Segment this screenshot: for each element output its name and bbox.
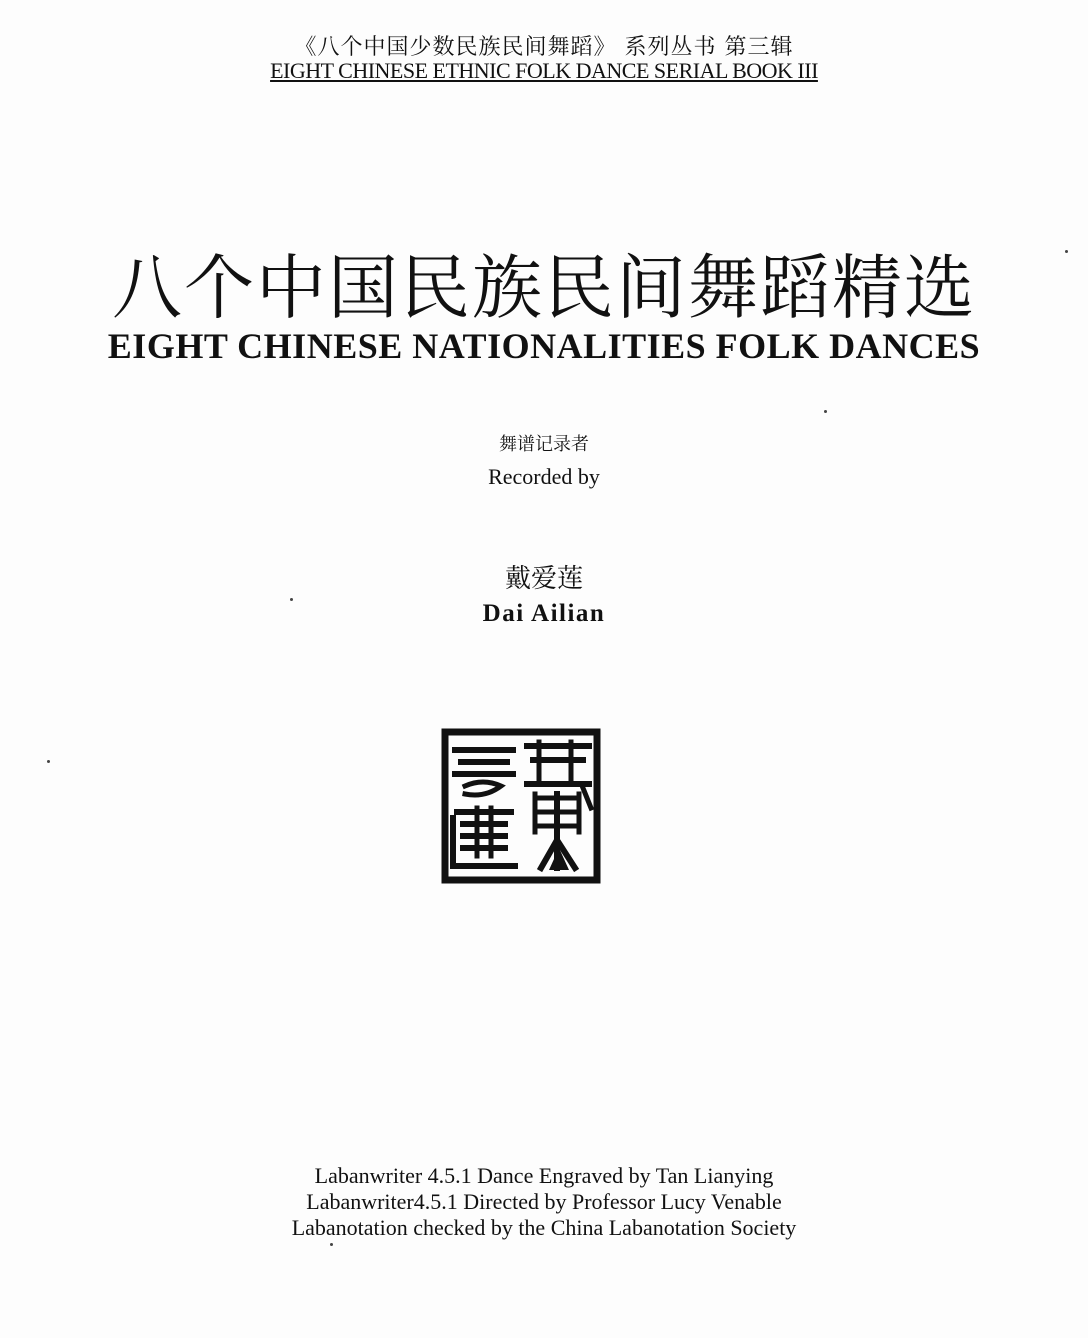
series-title-english: EIGHT CHINESE ETHNIC FOLK DANCE SERIAL BOOK III <box>270 58 818 83</box>
series-title-chinese: 《八个中国少数民族民间舞蹈》 系列丛书 第三辑 <box>294 35 794 60</box>
recorded-by-label-english: Recorded by <box>488 464 600 489</box>
credit-line: Labanotation checked by the China Labanotation Society <box>291 1215 797 1240</box>
scan-speck <box>290 598 293 601</box>
scan-speck <box>47 760 50 763</box>
scan-speck <box>824 410 827 413</box>
author-name-chinese: 戴爱莲 <box>504 564 583 594</box>
scan-speck <box>330 1243 333 1246</box>
credit-line: Labanwriter 4.5.1 Dance Engraved by Tan Lianying <box>314 1163 774 1188</box>
credit-line: Labanwriter4.5.1 Directed by Professor Lucy Venable <box>306 1189 782 1214</box>
seal-stamp <box>441 728 601 884</box>
author-name-english: Dai Ailian <box>482 600 606 627</box>
book-title-chinese: 八个中国民族民间舞蹈精选 <box>112 247 976 329</box>
scan-speck <box>1065 250 1068 253</box>
credits-block <box>0 1163 1088 1241</box>
recorded-by-label-chinese: 舞谱记录者 <box>499 434 589 455</box>
book-title-english: EIGHT CHINESE NATIONALITIES FOLK DANCES <box>107 326 981 366</box>
